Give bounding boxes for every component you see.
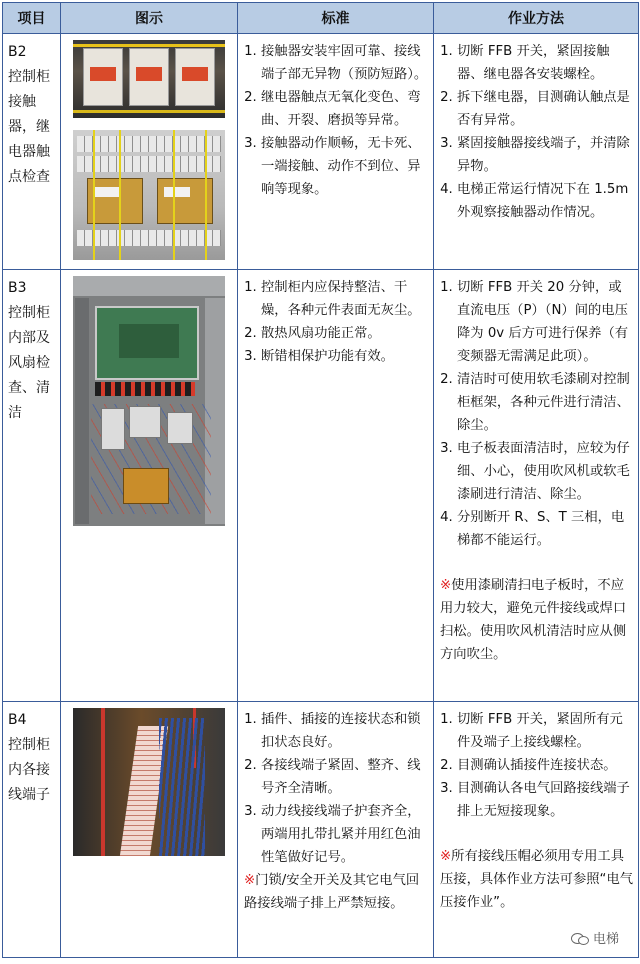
note-text: 所有接线压帽必须用专用工具压接，具体作业方法可参照“电气压接作业”。 bbox=[440, 849, 634, 910]
table-row-b3 bbox=[3, 270, 639, 702]
method-item: 1. 切断 FFB 开关，紧固接触器、继电器各安装螺栓。 bbox=[457, 40, 634, 86]
header-method: 作业方法 bbox=[434, 3, 639, 34]
item-cell bbox=[3, 34, 61, 270]
standard-item: 1. 控制柜内应保持整洁、干燥，各种元件表面无灰尘。 bbox=[261, 276, 429, 322]
item-code: B3 bbox=[8, 280, 27, 296]
method-note bbox=[434, 845, 638, 914]
method-item: 4. 电梯正常运行情况下在 1.5m 外观察接触器动作情况。 bbox=[457, 178, 634, 224]
standard-item: 2. 散热风扇功能正常。 bbox=[261, 322, 429, 345]
method-item: 2. 拆下继电器，目测确认触点是否有异常。 bbox=[457, 86, 634, 132]
standard-item: 1. 接触器安装牢固可靠、接线端子部无异物（预防短路）。 bbox=[261, 40, 429, 86]
item-title: 控制柜内各接线端子 bbox=[8, 737, 50, 803]
method-item: 2. 清洁时可使用软毛漆刷对控制柜框架，各种元件进行清洁、除尘。 bbox=[457, 368, 634, 437]
item-title: 控制柜内部及风扇检查、清洁 bbox=[8, 305, 50, 421]
item-title: 控制柜接触器，继电器触点检查 bbox=[8, 69, 50, 185]
table-row-b2 bbox=[3, 34, 639, 270]
header-illustration: 图示 bbox=[61, 3, 238, 34]
standard-cell bbox=[238, 270, 434, 702]
method-cell bbox=[434, 34, 639, 270]
method-item: 1. 切断 FFB 开关 20 分钟，或直流电压（P）（N）间的电压降为 0v 后方可进行保养（有变频器无需满足此项）。 bbox=[457, 276, 634, 368]
method-item: 3. 目测确认各电气回路接线端子排上无短接现象。 bbox=[457, 777, 634, 823]
standard-note bbox=[238, 869, 433, 915]
watermark-text: 电梯 bbox=[592, 932, 619, 947]
method-item: 3. 电子板表面清洁时，应较为仔细、小心，使用吹风机或软毛漆刷进行清洁、除尘。 bbox=[457, 437, 634, 506]
standard-item: 3. 断错相保护功能有效。 bbox=[261, 345, 429, 368]
illustration-cell bbox=[61, 34, 238, 270]
method-item: 1. 切断 FFB 开关，紧固所有元件及端子上接线螺栓。 bbox=[457, 708, 634, 754]
method-cell bbox=[434, 270, 639, 702]
maintenance-table bbox=[2, 2, 639, 958]
method-cell bbox=[434, 702, 639, 958]
header-item: 项目 bbox=[3, 3, 61, 34]
header-row bbox=[3, 3, 639, 34]
item-code: B2 bbox=[8, 44, 27, 60]
standard-item: 2. 继电器触点无氧化变色、弯曲、开裂、磨损等异常。 bbox=[261, 86, 429, 132]
standard-item: 1. 插件、插接的连接状态和锁扣状态良好。 bbox=[261, 708, 429, 754]
contactor-photo bbox=[73, 40, 225, 118]
relay-terminal-photo bbox=[73, 130, 225, 260]
method-item: 2. 目测确认插接件连接状态。 bbox=[457, 754, 634, 777]
standard-item: 3. 接触器动作顺畅，无卡死、一端接触、动作不到位、异响等现象。 bbox=[261, 132, 429, 201]
item-cell bbox=[3, 270, 61, 702]
header-standard: 标准 bbox=[238, 3, 434, 34]
standard-item: 3. 动力线接线端子护套齐全，两端用扎带扎紧并用红色油性笔做好记号。 bbox=[261, 800, 429, 869]
note-text: 门锁/安全开关及其它电气回路接线端子排上严禁短接。 bbox=[244, 873, 420, 911]
item-cell bbox=[3, 702, 61, 958]
note-mark: ※ bbox=[244, 873, 256, 888]
terminal-block-photo bbox=[73, 708, 225, 856]
item-code: B4 bbox=[8, 712, 27, 728]
standard-item: 2. 各接线端子紧固、整齐、线号齐全清晰。 bbox=[261, 754, 429, 800]
wechat-icon bbox=[571, 932, 589, 944]
method-item: 4. 分别断开 R、S、T 三相，电梯都不能运行。 bbox=[457, 506, 634, 552]
table-row-b4 bbox=[3, 702, 639, 958]
control-cabinet-photo bbox=[73, 276, 225, 526]
note-text: 使用漆刷清扫电子板时，不应用力较大，避免元件接线或焊口扫松。使用吹风机清洁时应从侧方向吹尘。 bbox=[440, 578, 627, 662]
watermark bbox=[568, 928, 622, 947]
standard-cell bbox=[238, 702, 434, 958]
illustration-cell bbox=[61, 270, 238, 702]
note-mark: ※ bbox=[440, 578, 452, 593]
method-note bbox=[434, 574, 638, 666]
method-item: 3. 紧固接触器接线端子，并清除异物。 bbox=[457, 132, 634, 178]
note-mark: ※ bbox=[440, 849, 452, 864]
standard-cell bbox=[238, 34, 434, 270]
illustration-cell bbox=[61, 702, 238, 958]
